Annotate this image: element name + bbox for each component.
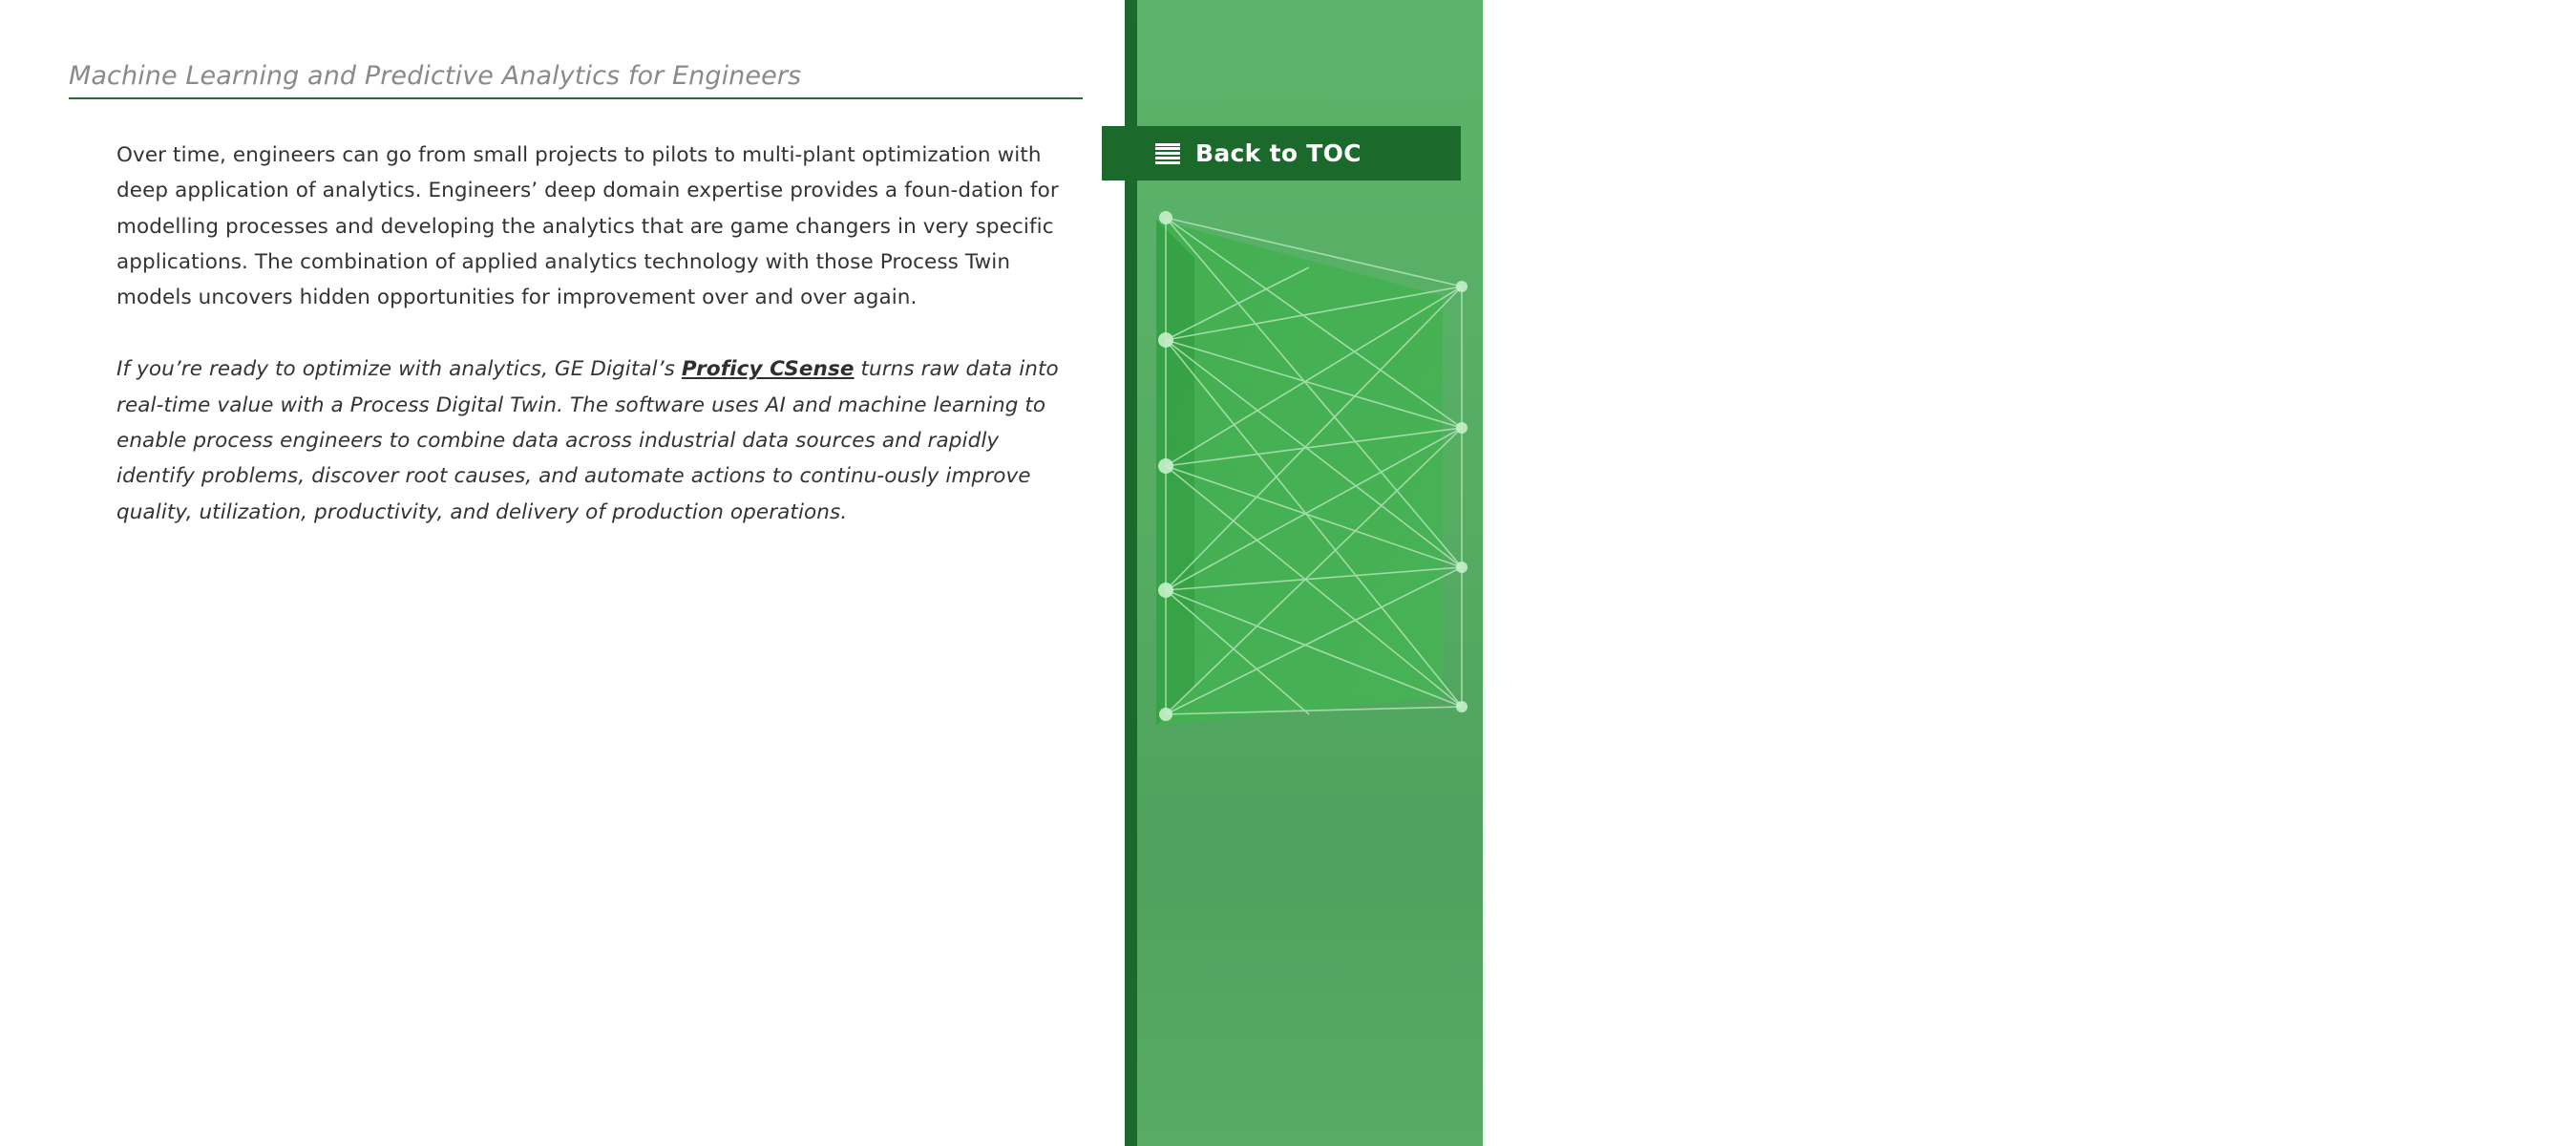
page-content: [0, 0, 1125, 1146]
document-title: Machine Learning and Predictive Analytics for Engineers: [69, 61, 802, 91]
paragraph-2-start: If you’re ready to optimize with analytics, GE Digital’s: [116, 357, 682, 382]
page-number: 30: [2475, 1029, 2544, 1092]
network-cube-illustration: [1137, 191, 1483, 745]
paragraph-2: [116, 351, 1062, 529]
body-text: [116, 138, 1062, 530]
list-icon: [1155, 143, 1180, 164]
back-to-toc-button[interactable]: [1102, 126, 1461, 180]
running-header: [69, 61, 1083, 99]
back-to-toc-label: Back to TOC: [1195, 139, 1362, 167]
paragraph-2-end: turns raw data into real-time value with a Process Digital Twin. The software uses AI and machine learning to enable process engineers to combine data across industrial data sources and rapidly identify problems, discover root causes, and automate actions to continu-ously improve quality, utilization, productivity, and delivery of production operations.: [116, 357, 1059, 524]
proficy-csense-link[interactable]: Proficy CSense: [681, 357, 855, 382]
paragraph-1: Over time, engineers can go from small projects to pilots to multi-plant optimization with deep application of analytics. Engineers’ deep domain expertise provides a foun-dation for modelling processes and developing the analytics that are game changers in very specific applications. The combination of applied analytics technology with those Process Twin models uncovers hidden opportunities for improvement over and over again.: [116, 143, 1059, 310]
